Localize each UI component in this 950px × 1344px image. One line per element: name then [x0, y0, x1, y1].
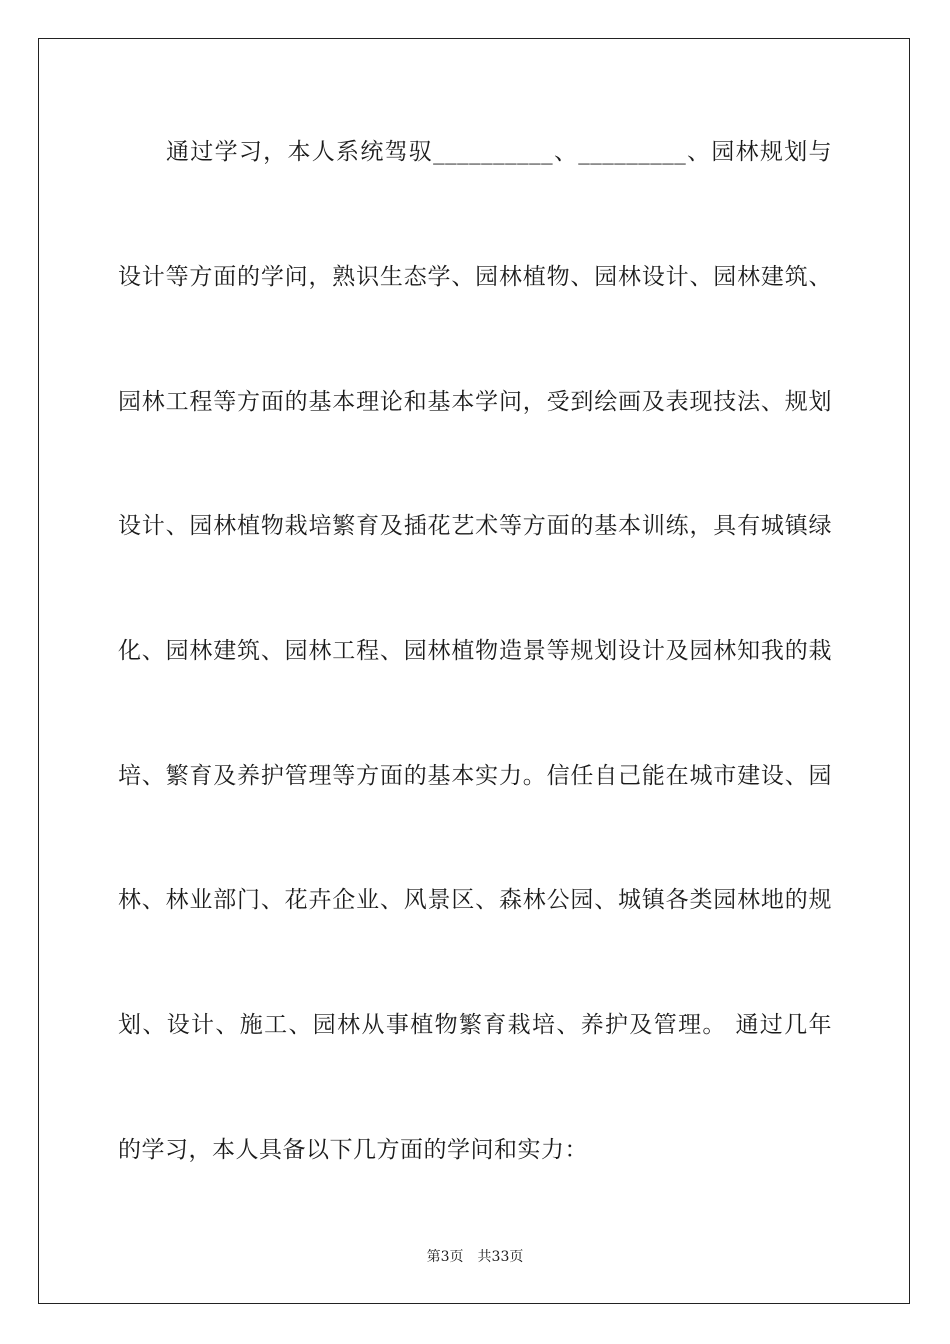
paragraph-line: 培、繁育及养护管理等方面的基本实力。信任自己能在城市建设、园	[118, 763, 832, 789]
paragraph-line: 化、园林建筑、园林工程、园林植物造景等规划设计及园林知我的栽	[118, 638, 832, 664]
page-number: 第3页 共33页	[426, 1249, 524, 1265]
paragraph-line: 设计、园林植物栽培繁育及插花艺术等方面的基本训练，具有城镇绿	[118, 513, 832, 539]
paragraph-line: 林、林业部门、花卉企业、风景区、森林公园、城镇各类园林地的规	[118, 887, 832, 913]
paragraph-line: 划、设计、施工、园林从事植物繁育栽培、养护及管理。 通过几年	[118, 1012, 832, 1038]
page-border	[38, 38, 910, 1304]
paragraph-line: 的学习，本人具备以下几方面的学问和实力：	[118, 1137, 588, 1163]
paragraph-line: 设计等方面的学问，熟识生态学、园林植物、园林设计、园林建筑、	[118, 264, 832, 290]
paragraph-line: 通过学习，本人系统驾驭__________、_________、园林规划与	[166, 139, 832, 165]
paragraph-line: 园林工程等方面的基本理论和基本学问，受到绘画及表现技法、规划	[118, 389, 832, 415]
